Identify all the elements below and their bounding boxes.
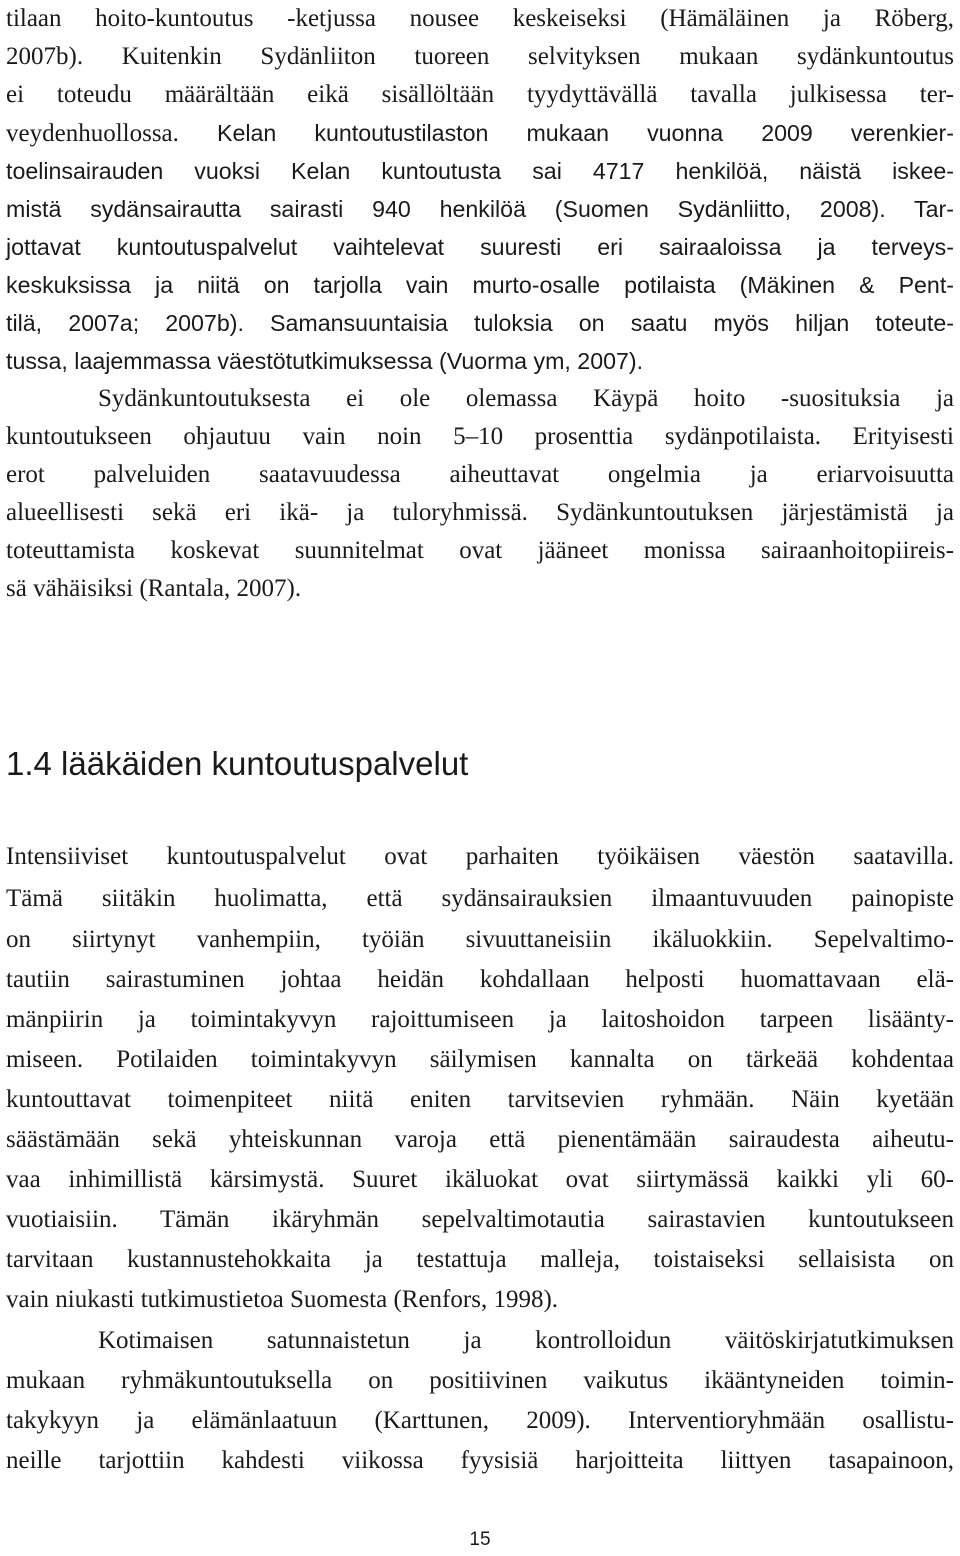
paragraph-3-line-9: vaa inhimillistä kärsimystä. Suuret ikäluokat ovat siirtymässä kaikki yli 60- — [6, 1166, 954, 1193]
paragraph-1-line-6: mistä sydänsairautta sairasti 940 henkilöä (Suomen Sydänliitto, 2008). Tar- — [6, 196, 954, 222]
paragraph-4-line-1: Kotimaisen satunnaistetun ja kontrolloidun väitöskirjatutkimuksen — [98, 1327, 954, 1354]
paragraph-1-line-4-sans: Kelan kuntoutustilaston mukaan vuonna 2009 verenkier- — [178, 120, 954, 146]
page-number: 15 — [469, 1529, 491, 1550]
paragraph-1-line-5: toelinsairauden vuoksi Kelan kuntoutusta sai 4717 henkilöä, näistä iskee- — [6, 158, 954, 184]
paragraph-3-line-1: Intensiiviset kuntoutuspalvelut ovat parhaiten työikäisen väestön saatavilla. — [6, 843, 954, 870]
paragraph-1-line-4-serif: veydenhuollossa. — [6, 120, 179, 147]
paragraph-3-line-11: tarvitaan kustannustehokkaita ja testattuja malleja, toistaiseksi sellaisista on — [6, 1246, 954, 1273]
paragraph-4-line-4: neille tarjottiin kahdesti viikossa fyysisiä harjoitteita liittyen tasapainoon, — [6, 1447, 954, 1474]
paragraph-1-line-10: tussa, laajemmassa väestötutkimuksessa (Vuorma ym, 2007). — [6, 348, 644, 374]
paragraph-3-line-5: mänpiirin ja toimintakyvyn rajoittumiseen ja laitoshoidon tarpeen lisäänty- — [6, 1006, 954, 1033]
paragraph-3-line-6: miseen. Potilaiden toimintakyvyn säilymisen kannalta on tärkeää kohdentaa — [6, 1046, 954, 1073]
paragraph-3-line-2: Tämä siitäkin huolimatta, että sydänsairauksien ilmaantuvuuden painopiste — [6, 885, 954, 912]
paragraph-4-line-2: mukaan ryhmäkuntoutuksella on positiivinen vaikutus ikääntyneiden toimin- — [6, 1367, 954, 1394]
paragraph-3-line-7: kuntouttavat toimenpiteet niitä eniten tarvitsevien ryhmään. Näin kyetään — [6, 1086, 954, 1113]
paragraph-2-line-6: sä vähäisiksi (Rantala, 2007). — [6, 575, 302, 602]
paragraph-1-line-2: 2007b). Kuitenkin Sydänliiton tuoreen selvityksen mukaan sydänkuntoutus — [6, 43, 954, 70]
paragraph-1-line-3: ei toteudu määrältään eikä sisällöltään tyydyttävällä tavalla julkisessa ter- — [6, 81, 954, 108]
paragraph-1-line-7: jottavat kuntoutuspalvelut vaihtelevat suuresti eri sairaaloissa ja terveys- — [6, 234, 954, 260]
paragraph-1-line-8: keskuksissa ja niitä on tarjolla vain murto-osalle potilaista (Mäkinen & Pent- — [6, 272, 954, 298]
section-heading: 1.4 lääkäiden kuntoutuspalvelut — [6, 745, 469, 782]
paragraph-1-line-9: tilä, 2007a; 2007b). Samansuuntaisia tuloksia on saatu myös hiljan toteute- — [6, 310, 954, 336]
paragraph-3-line-8: säästämään sekä yhteiskunnan varoja että pienentämään sairaudesta aiheutu- — [6, 1126, 954, 1153]
paragraph-1-line-4 — [6, 114, 954, 152]
paragraph-2-line-1: Sydänkuntoutuksesta ei ole olemassa Käypä hoito -suosituksia ja — [98, 385, 954, 412]
paragraph-2-line-2: kuntoutukseen ohjautuu vain noin 5–10 prosenttia sydänpotilaista. Erityisesti — [6, 423, 954, 450]
paragraph-2-line-4: alueellisesti sekä eri ikä- ja tuloryhmissä. Sydänkuntoutuksen järjestämistä ja — [6, 499, 954, 526]
paragraph-3-line-3: on siirtynyt vanhempiin, työiän sivuuttaneisiin ikäluokkiin. Sepelvaltimo- — [6, 926, 954, 953]
paragraph-1-line-1: tilaan hoito-kuntoutus -ketjussa nousee keskeiseksi (Hämäläinen ja Röberg, — [6, 5, 954, 32]
paragraph-2-line-3: erot palveluiden saatavuudessa aiheuttavat ongelmia ja eriarvoisuutta — [6, 461, 954, 488]
paragraph-3-line-10: vuotiaisiin. Tämän ikäryhmän sepelvaltimotautia sairastavien kuntoutukseen — [6, 1206, 954, 1233]
paragraph-3-line-4: tautiin sairastuminen johtaa heidän kohdallaan helposti huomattavaan elä- — [6, 966, 954, 993]
paragraph-3-line-12: vain niukasti tutkimustietoa Suomesta (Renfors, 1998). — [6, 1286, 559, 1313]
paragraph-4-line-3: takykyyn ja elämänlaatuun (Karttunen, 2009). Interventioryhmään osallistu- — [6, 1407, 954, 1434]
paragraph-2-line-5: toteuttamista koskevat suunnitelmat ovat jääneet monissa sairaanhoitopiireis- — [6, 537, 954, 564]
